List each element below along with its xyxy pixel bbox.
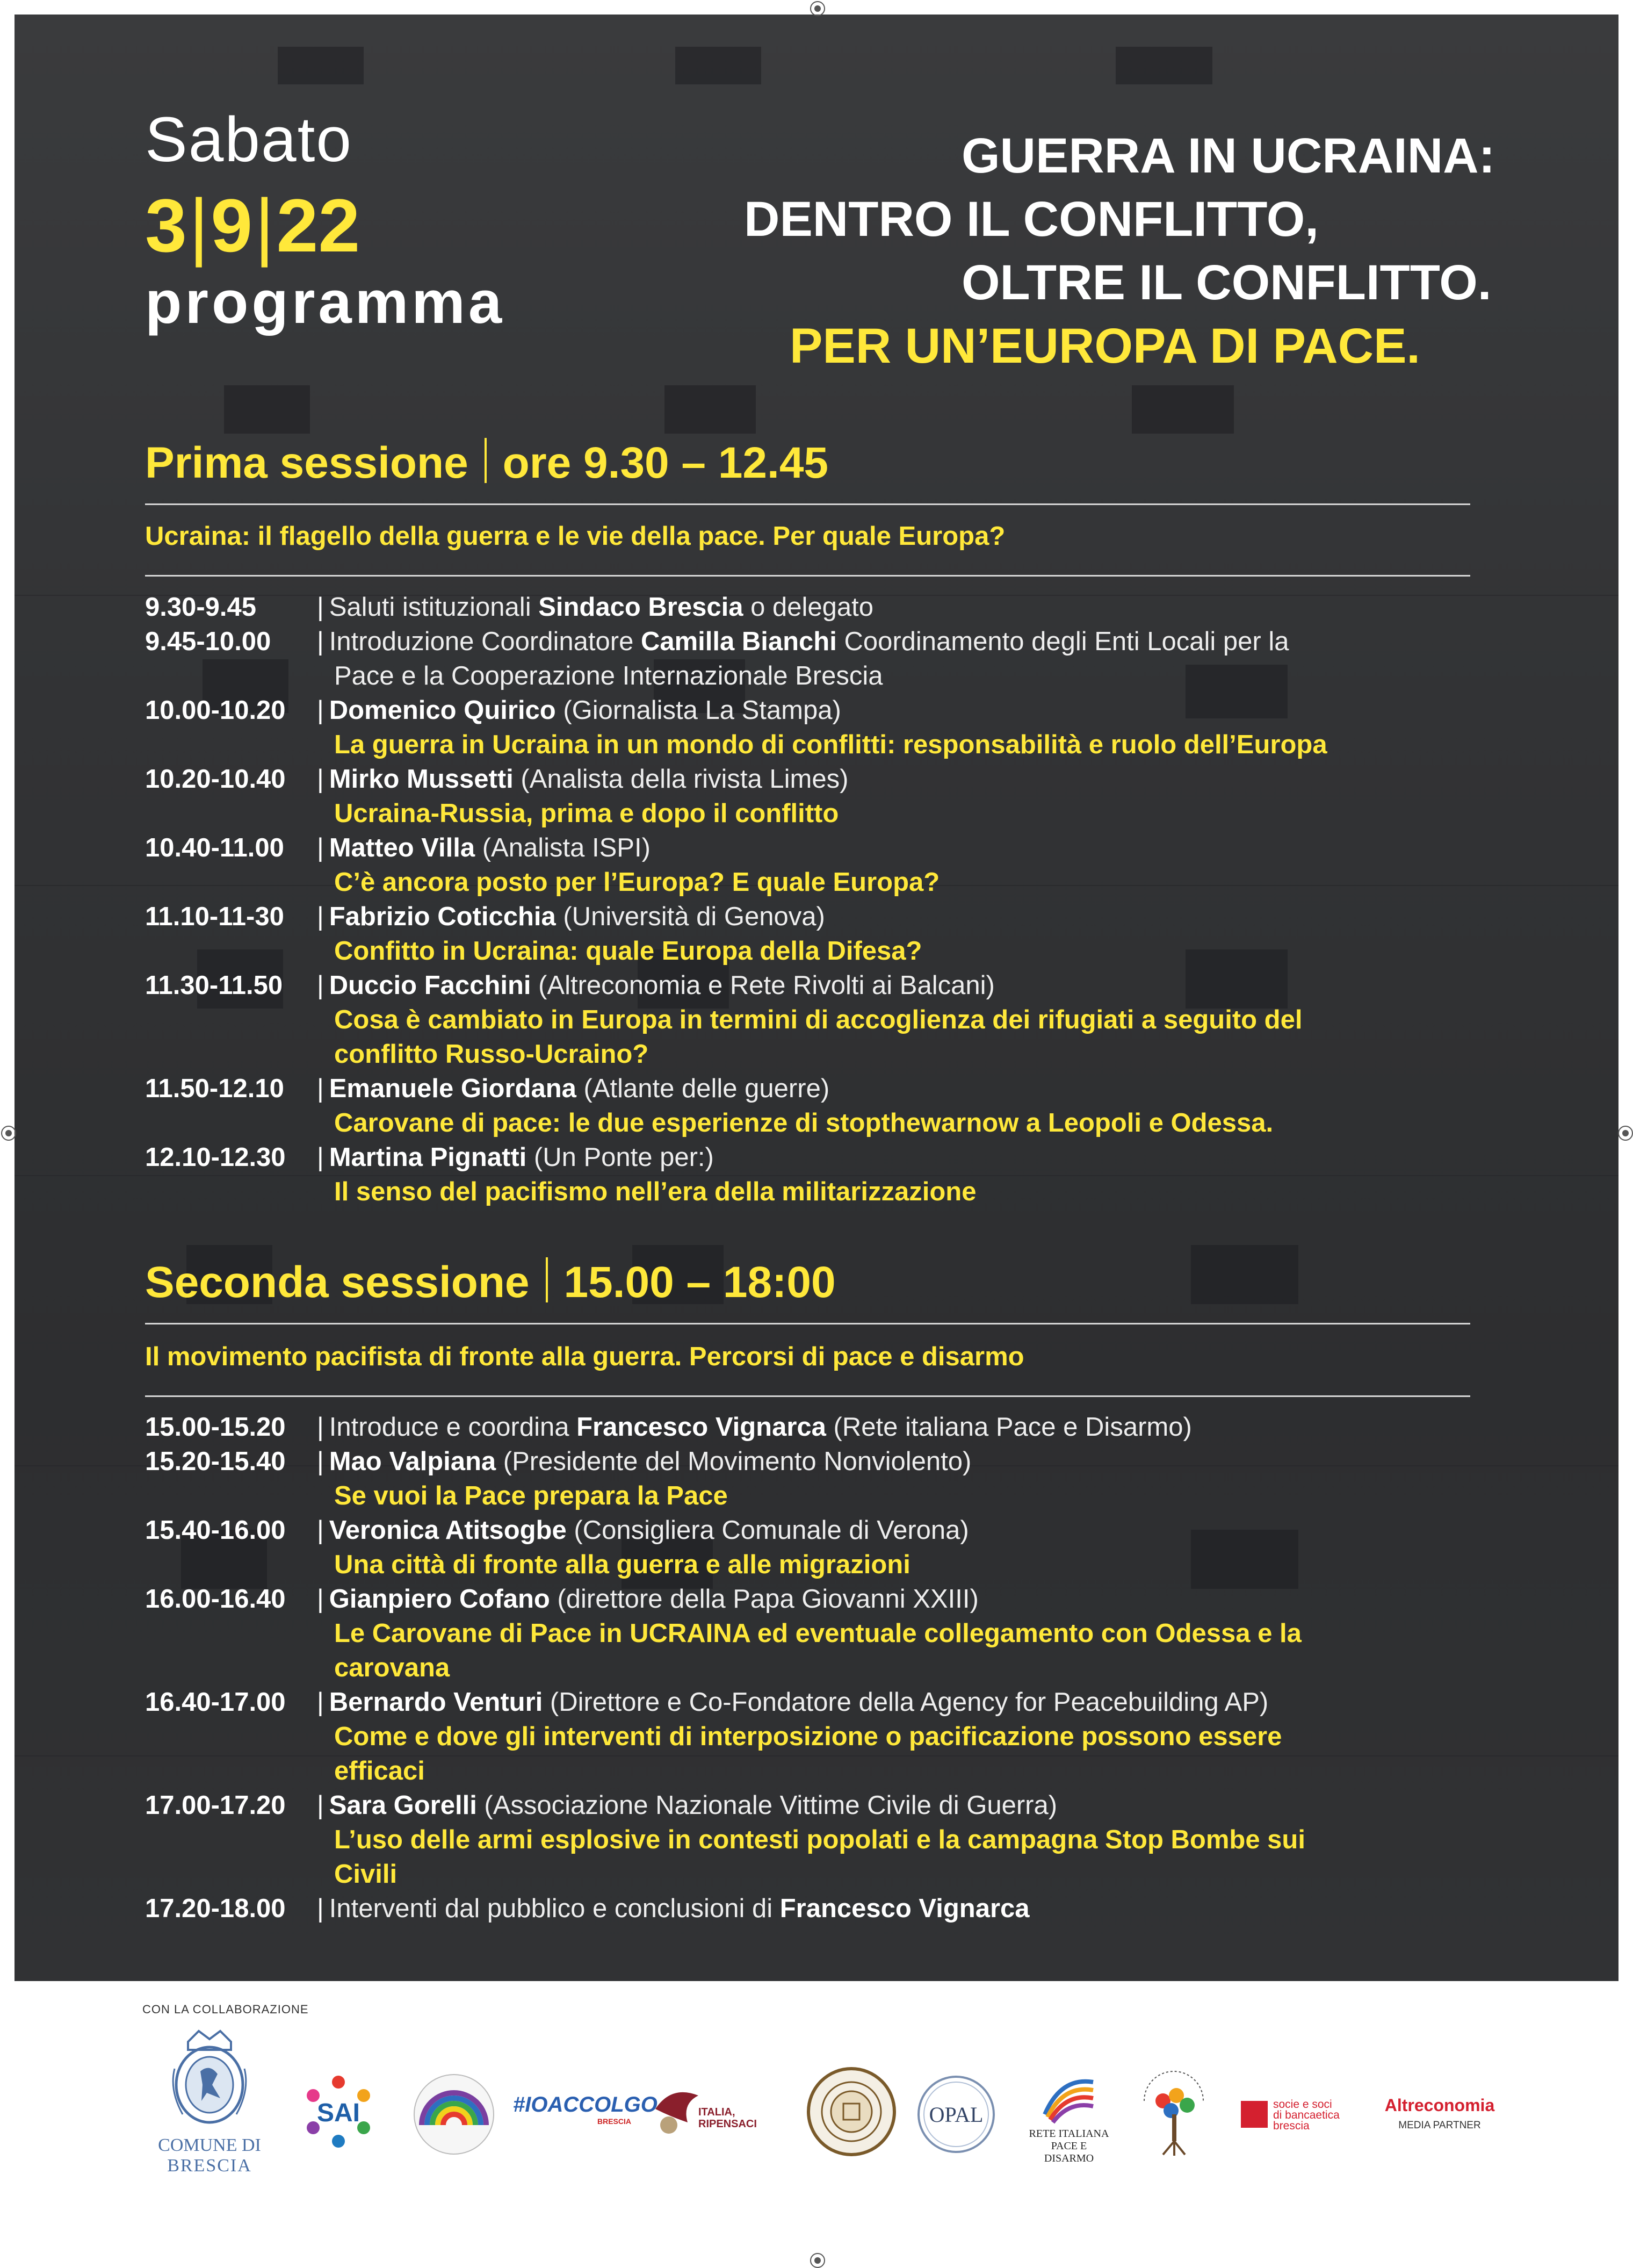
- row-time: 17.00-17.20: [145, 1791, 286, 1820]
- speaker-name: Francesco Vignarca: [779, 1894, 1030, 1923]
- session-2-name: Seconda sessione: [145, 1258, 530, 1307]
- row-time: 10.00-10.20: [145, 696, 286, 725]
- program-row: 11.50-12.10 | Emanuele Giordana (Atlante delle guerre): [145, 1071, 829, 1106]
- socie-line-2: di bancaetica: [1273, 2109, 1340, 2121]
- registration-mark-right: [1618, 1126, 1633, 1141]
- talk-topic: L’uso delle armi esplosive in contesti popolati e la campagna Stop Bombe sui: [334, 1825, 1305, 1854]
- session-1-rule-bottom: [145, 575, 1470, 577]
- program-row: 10.00-10.20 | Domenico Quirico (Giornalista La Stampa): [145, 693, 841, 728]
- row-pipe: |: [317, 593, 324, 622]
- row-pipe: |: [317, 1688, 324, 1717]
- program-row: 15.20-15.40 | Mao Valpiana (Presidente del Movimento Nonviolento): [145, 1444, 971, 1479]
- talk-topic: Carovane di pace: le due esperienze di stopthewarnow a Leopoli e Odessa.: [334, 1108, 1274, 1137]
- rete-pace-disarmo-logo: [1029, 2071, 1109, 2163]
- program-row: 15.40-16.00 | Veronica Atitsogbe (Consigliera Comunale di Verona): [145, 1513, 969, 1547]
- session-1-time: ore 9.30 – 12.45: [502, 438, 829, 487]
- banca-etica-mark-icon: [1241, 2101, 1268, 2128]
- title-highlight: PER UN’EUROPA DI PACE.: [790, 319, 1420, 373]
- session-1-heading: [145, 438, 828, 488]
- session-2-rule-bottom: [145, 1395, 1470, 1397]
- talk-topic: C’è ancora posto per l’Europa? E quale Europa?: [334, 868, 940, 897]
- talk-topic: Come e dove gli interventi di interposizione o pacificazione possono essere: [334, 1722, 1282, 1751]
- sai-logo: [298, 2071, 379, 2152]
- speaker-name: Veronica Atitsogbe: [329, 1516, 567, 1545]
- coat-of-arms-icon: [158, 2026, 261, 2133]
- title-line-2: DENTRO IL CONFLITTO,: [744, 192, 1319, 247]
- row-time: 16.40-17.00: [145, 1688, 286, 1717]
- tree-hands-icon: [1133, 2063, 1214, 2160]
- session-1-rule-top: [145, 503, 1470, 505]
- comune-line-2: BRESCIA: [167, 2156, 252, 2176]
- row-pipe: |: [317, 971, 324, 1000]
- speaker-name: Gianpiero Cofano: [329, 1585, 550, 1614]
- program-row: 11.30-11.50 | Duccio Facchini (Altreconomia e Rete Rivolti ai Balcani): [145, 968, 995, 1003]
- program-row: 17.20-18.00 | Interventi dal pubblico e conclusioni di Francesco Vignarca: [145, 1891, 1030, 1926]
- comune-line-1: COMUNE DI: [158, 2135, 261, 2155]
- program-row: 12.10-12.30 | Martina Pignatti (Un Ponte per:): [145, 1140, 714, 1175]
- row-continuation: Pace e la Cooperazione Internazionale Brescia: [334, 661, 883, 690]
- row-time: 11.30-11.50: [145, 971, 283, 1000]
- program-row: 11.10-11-30 | Fabrizio Coticchia (Università di Genova): [145, 899, 825, 934]
- date-year: 22: [276, 183, 360, 268]
- speaker-name: Mao Valpiana: [329, 1447, 496, 1476]
- speaker-name: Duccio Facchini: [329, 971, 531, 1000]
- row-time: 16.00-16.40: [145, 1585, 286, 1614]
- talk-topic: Cosa è cambiato in Europa in termini di accoglienza dei rifugiati a seguito del: [334, 1005, 1303, 1034]
- row-pipe: |: [317, 1074, 324, 1103]
- ioaccolgo-logo: [513, 2093, 657, 2126]
- program-row: 10.20-10.40 | Mirko Mussetti (Analista della rivista Limes): [145, 762, 848, 796]
- row-time: 9.45-10.00: [145, 627, 271, 656]
- row-pipe: |: [317, 833, 324, 862]
- speaker-name: Emanuele Giordana: [329, 1074, 576, 1103]
- program-row: 9.45-10.00 | Introduzione Coordinatore Camilla Bianchi Coordinamento degli Enti Locali per la: [145, 624, 1289, 659]
- speaker-name: Bernardo Venturi: [329, 1688, 543, 1717]
- title-line-1: GUERRA IN UCRAINA:: [962, 128, 1495, 183]
- row-pipe: |: [317, 1894, 324, 1923]
- seal-icon: [806, 2066, 897, 2157]
- session-2-heading: [145, 1257, 836, 1308]
- program-row: 9.30-9.45 | Saluti istituzionali Sindaco Brescia o delegato: [145, 590, 873, 624]
- registration-mark-bottom: [810, 2253, 825, 2268]
- program-row: 15.00-15.20 | Introduce e coordina Francesco Vignarca (Rete italiana Pace e Disarmo): [145, 1410, 1192, 1444]
- row-pipe: |: [317, 1516, 324, 1545]
- row-time: 10.40-11.00: [145, 833, 284, 862]
- row-time: 15.00-15.20: [145, 1413, 286, 1442]
- opal-logo: [916, 2074, 996, 2155]
- row-time: 9.30-9.45: [145, 593, 257, 622]
- talk-topic-continuation: carovana: [334, 1653, 450, 1682]
- row-pipe: |: [317, 1585, 324, 1614]
- dove-icon: [650, 2079, 704, 2139]
- row-time: 11.10-11-30: [145, 902, 284, 931]
- event-date: [145, 185, 505, 266]
- date-separator-icon: |: [189, 183, 209, 268]
- banca-etica-logo: [1241, 2098, 1364, 2136]
- session-2-rule-top: [145, 1323, 1470, 1324]
- collaboration-label: CON LA COLLABORAZIONE: [142, 2003, 309, 2016]
- peace-wave-icon: [1039, 2071, 1099, 2125]
- session-2-time: 15.00 – 18:00: [563, 1258, 836, 1307]
- row-pipe: |: [317, 1791, 324, 1820]
- session-divider: [485, 438, 487, 483]
- coordinamento-pace-logo: [408, 2071, 500, 2157]
- talk-topic-continuation: efficaci: [334, 1756, 425, 1785]
- row-time: 12.10-12.30: [145, 1143, 286, 1172]
- talk-topic: Se vuoi la Pace prepara la Pace: [334, 1481, 728, 1510]
- altreconomia-logo: [1381, 2096, 1499, 2132]
- talk-topic: Il senso del pacifismo nell’era della militarizzazione: [334, 1177, 977, 1206]
- speaker-name: Matteo Villa: [329, 833, 475, 862]
- italia-ripensaci-text: ITALIA, RIPENSACI: [698, 2106, 757, 2130]
- program-row: 17.00-17.20 | Sara Gorelli (Associazione Nazionale Vittime Civile di Guerra): [145, 1788, 1057, 1823]
- row-time: 15.20-15.40: [145, 1447, 286, 1476]
- row-time: 15.40-16.00: [145, 1516, 286, 1545]
- row-time: 11.50-12.10: [145, 1074, 284, 1103]
- row-pipe: |: [317, 627, 324, 656]
- socie-line-1: socie e soci: [1273, 2098, 1332, 2111]
- talk-topic: Le Carovane di Pace in UCRAINA ed eventuale collegamento con Odessa e la: [334, 1619, 1302, 1648]
- media-partner-label: MEDIA PARTNER: [1398, 2120, 1481, 2131]
- sai-text: SAI: [316, 2099, 360, 2127]
- speaker-name: Sara Gorelli: [329, 1791, 477, 1820]
- session-1-theme: Ucraina: il flagello della guerra e le vie della pace. Per quale Europa?: [145, 522, 1006, 551]
- talk-topic: Una città di fronte alla guerra e alle migrazioni: [334, 1550, 911, 1579]
- registration-mark-left: [1, 1126, 16, 1141]
- row-time: 10.20-10.40: [145, 765, 286, 794]
- event-date-block: [145, 105, 505, 335]
- talk-topic-continuation: conflitto Russo-Ucraino?: [334, 1040, 649, 1069]
- speaker-name: Francesco Vignarca: [576, 1413, 826, 1442]
- altreconomia-text: Altreconomia: [1384, 2096, 1495, 2115]
- program-row: 16.00-16.40 | Gianpiero Cofano (direttore della Papa Giovanni XXIII): [145, 1582, 979, 1616]
- rete-line-1: RETE ITALIANA: [1029, 2128, 1109, 2140]
- session-2-theme: Il movimento pacifista di fronte alla guerra. Percorsi di pace e disarmo: [145, 1342, 1024, 1371]
- speaker-name: Sindaco Brescia: [538, 593, 743, 622]
- talk-topic: Ucraina-Russia, prima e dopo il conflitto: [334, 799, 839, 828]
- comune-brescia-logo: [153, 2026, 266, 2192]
- ioaccolgo-sub: BRESCIA: [597, 2117, 631, 2126]
- talk-topic: Confitto in Ucraina: quale Europa della Difesa?: [334, 937, 922, 966]
- day-label: Sabato: [145, 104, 352, 175]
- date-month: 9: [211, 183, 253, 268]
- title-line-3: OLTRE IL CONFLITTO.: [962, 255, 1492, 310]
- ioaccolgo-text: #IOACCOLGO: [513, 2093, 657, 2116]
- session-1-name: Prima sessione: [145, 438, 468, 487]
- speaker-name: Camilla Bianchi: [640, 627, 837, 656]
- row-time: 17.20-18.00: [145, 1894, 286, 1923]
- talk-topic: La guerra in Ucraina in un mondo di conflitti: responsabilità e ruolo dell’Europa: [334, 730, 1327, 759]
- italia-ripensaci-logo: [650, 2079, 768, 2144]
- talk-topic-continuation: Civili: [334, 1860, 398, 1889]
- row-pipe: |: [317, 902, 324, 931]
- program-row: 16.40-17.00 | Bernardo Venturi (Direttore e Co-Fondatore della Agency for Peacebuilding AP): [145, 1685, 1268, 1719]
- opal-text: OPAL: [929, 2103, 984, 2127]
- speaker-name: Domenico Quirico: [329, 696, 556, 725]
- row-pipe: |: [317, 696, 324, 725]
- cooperazione-pace-logo: [1133, 2063, 1214, 2160]
- row-pipe: |: [317, 765, 324, 794]
- date-day: 3: [145, 183, 187, 268]
- session-divider: [546, 1257, 548, 1302]
- program-row: 10.40-11.00 | Matteo Villa (Analista ISPI): [145, 831, 651, 865]
- speaker-name: Martina Pignatti: [329, 1143, 527, 1172]
- row-pipe: |: [317, 1143, 324, 1172]
- date-separator-icon: |: [255, 183, 274, 268]
- socie-line-3: brescia: [1273, 2120, 1310, 2132]
- row-pipe: |: [317, 1447, 324, 1476]
- rete-line-2: PACE E DISARMO: [1044, 2140, 1094, 2164]
- registration-mark-top: [810, 1, 825, 16]
- programma-label: programma: [145, 269, 505, 336]
- diritti-umani-seal-logo: [806, 2066, 897, 2157]
- speaker-name: Mirko Mussetti: [329, 765, 514, 794]
- row-pipe: |: [317, 1413, 324, 1442]
- rainbow-circle-icon: [408, 2071, 500, 2157]
- speaker-name: Fabrizio Coticchia: [329, 902, 556, 931]
